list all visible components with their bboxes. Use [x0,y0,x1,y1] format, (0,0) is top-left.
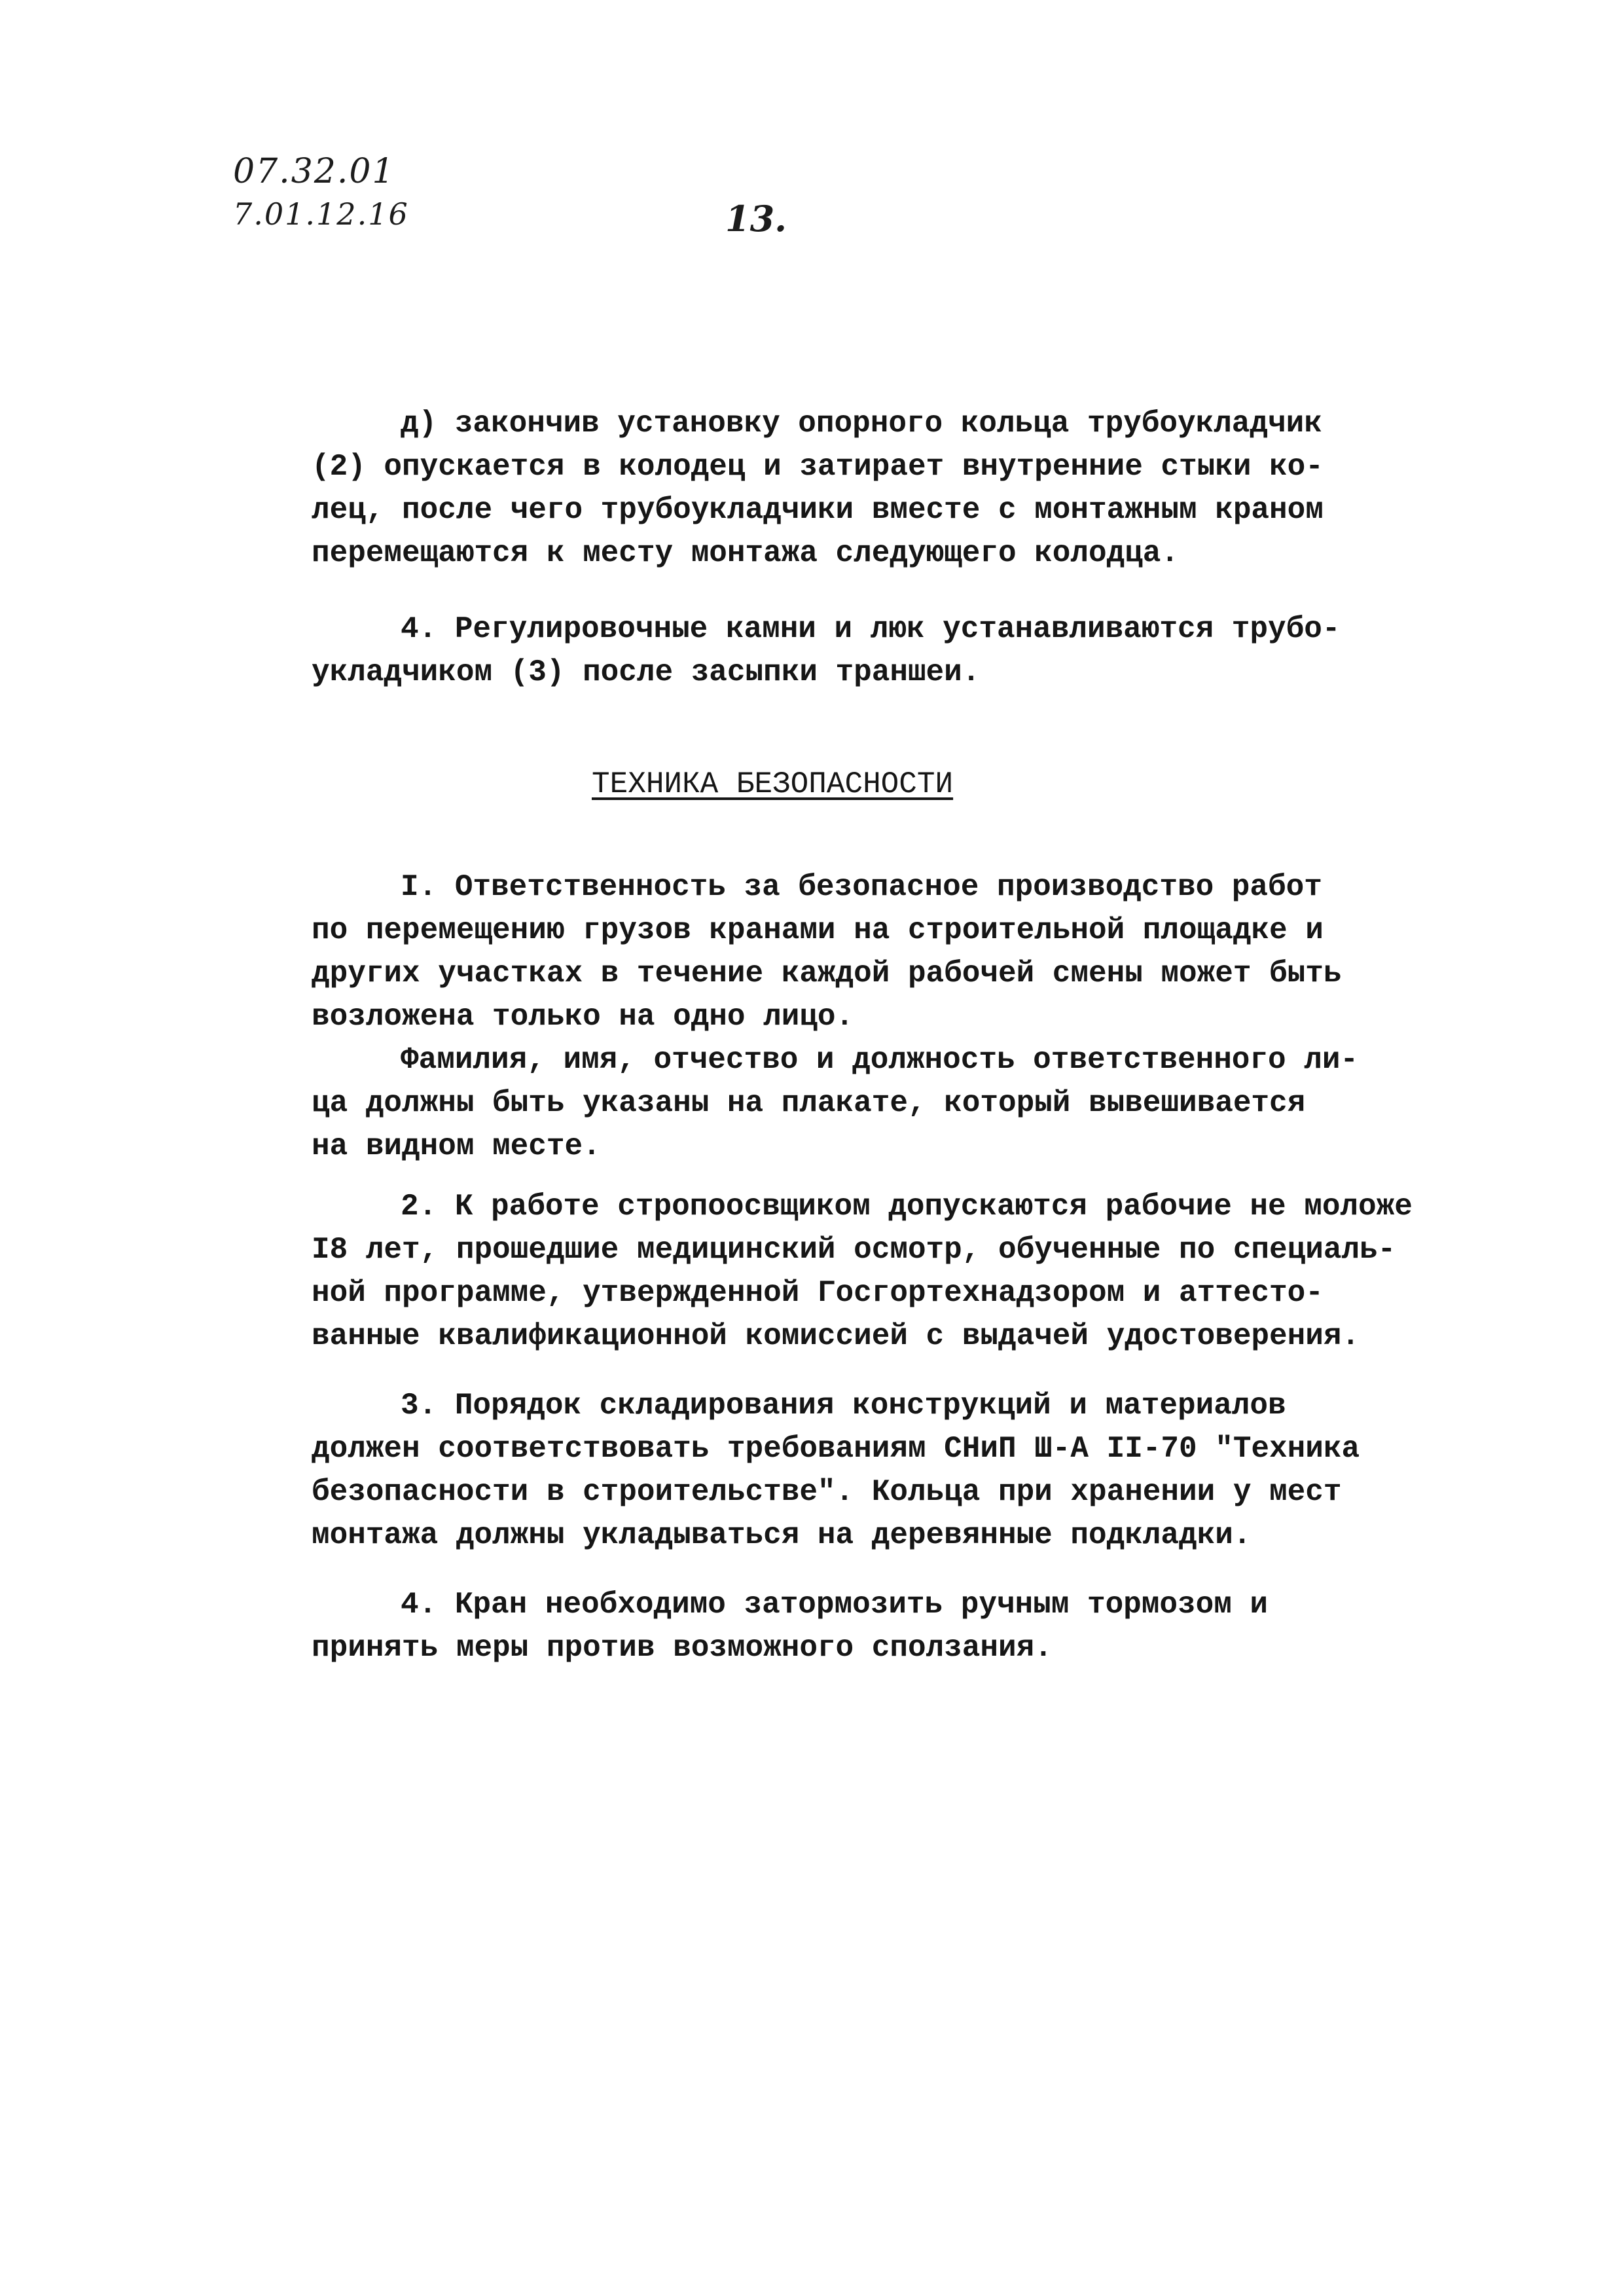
text-line: 2. К работе стропоосвщиком допускаются рабочие не моложе [401,1190,1413,1224]
text-line: 3. Порядок складирования конструкций и материалов [401,1389,1286,1423]
text-line: 4. Кран необходимо затормозить ручным тормозом и [401,1588,1269,1622]
text-line: по перемещению грузов кранами на строительной площадке и [312,913,1324,947]
paragraph-d [312,402,1385,575]
text-line: на видном месте. [312,1129,601,1163]
safety-item-4 [312,1583,1385,1669]
text-line: ванные квалификационной комиссией с выдачей удостоверения. [312,1319,1360,1353]
text-line: Фамилия, имя, отчество и должность ответственного ли- [401,1043,1359,1077]
text-line: других участках в течение каждой рабочей смены может быть [312,957,1342,991]
paragraph-4-install [312,608,1385,694]
text-line: принять меры против возможного сползания. [312,1631,1053,1665]
text-line: ной программе, утвержденной Госгортехнадзором и аттесто- [312,1276,1324,1310]
text-line: 4. Регулировочные камни и люк устанавливаются трубо- [401,612,1341,646]
text-line: перемещаются к месту монтажа следующего колодца. [312,536,1180,570]
text-line: д) закончив установку опорного кольца трубоукладчик [401,407,1322,441]
page-number: 13. [725,198,787,240]
text-line: монтажа должны укладываться на деревянные подкладки. [312,1518,1252,1552]
safety-item-1 [312,866,1385,1168]
document-code-line2: 7.01.12.16 [233,196,409,232]
text-line: I8 лет, прошедшие медицинский осмотр, обученные по специаль- [312,1233,1396,1267]
safety-item-2 [312,1185,1413,1358]
text-line: должен соответствовать требованиям СНиП Ш-А II-70 "Техника [312,1432,1360,1466]
text-line: ца должны быть указаны на плакате, который вывешивается [312,1086,1306,1120]
safety-item-3 [312,1384,1385,1557]
text-line: (2) опускается в колодец и затирает внутренние стыки ко- [312,450,1324,484]
document-code-line1: 07.32.01 [233,152,395,191]
text-line: I. Ответственность за безопасное производство работ [401,870,1322,904]
section-heading-safety: ТЕХНИКА БЕЗОПАСНОСТИ [592,767,954,801]
text-line: возложена только на одно лицо. [312,1000,854,1034]
text-line: лец, после чего трубоукладчики вместе с монтажным краном [312,493,1324,527]
text-line: укладчиком (3) после засыпки траншеи. [312,655,981,689]
text-line: безопасности в строительстве". Кольца при хранении у мест [312,1475,1342,1509]
